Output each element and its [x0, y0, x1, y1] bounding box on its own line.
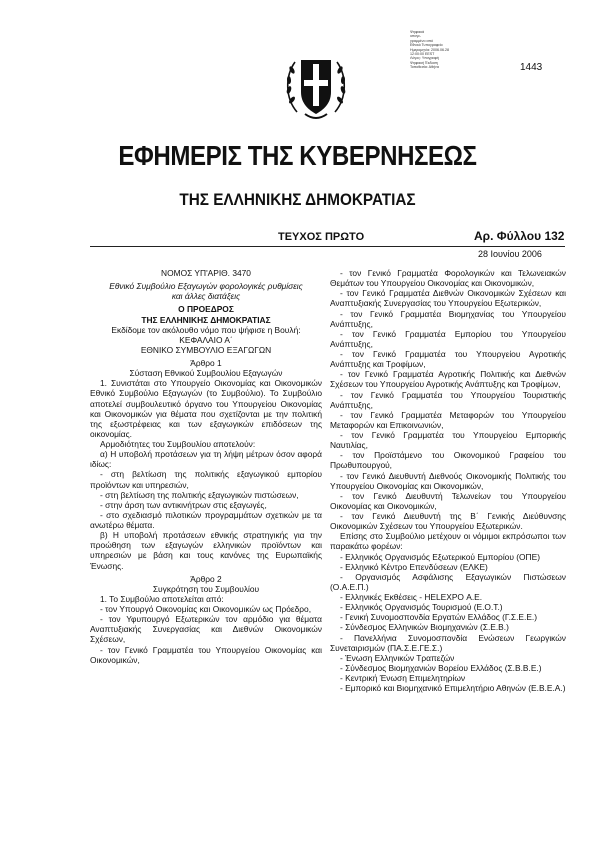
list-item: - τον Γενικό Γραμματέα Φορολογικών και Τελωνειακών Θεμάτων του Υπουργείου Οικονομίας και Οικονομικών, [330, 268, 566, 289]
list-item: - τον Γενικό Γραμματέα Μεταφορών του Υπουργείου Μεταφορών και Επικοινωνιών, [330, 409, 566, 430]
list-item: - στη βελτίωση της πολιτικής εξαγωγικού εμπορίου προϊόντων και υπηρεσιών, [90, 469, 322, 490]
list-item: - τον Γενικό Γραμματέα του Υπουργείου Οικονομίας και Οικονομικών, [90, 644, 322, 665]
stamp-line: Ψηφιακά [410, 30, 425, 34]
stamp-line: υπογε- [410, 34, 421, 39]
list-item: - Σύνδεσμος Ελληνικών Βιομηχανιών (Σ.Ε.Β.) [340, 622, 509, 633]
right-column [330, 268, 566, 693]
list-item: - τον Γενικό Γραμματέα Αγροτικής Πολιτικής και Διεθνών Σχέσεων του Υπουργείου Αγροτικής Ανάπτυξης και Τροφίμων, [330, 369, 566, 390]
list-item: - τον Γενικό Γραμματέα του Υπουργείου Αγροτικής Ανάπτυξης και Τροφίμων, [330, 349, 566, 370]
paragraph: 1. Συνιστάται στο Υπουργείο Οικονομίας και Οικονομικών Εθνικό Συμβούλιο Εξαγωγών (το Συμβούλιο). Το Συμβούλιο αποτελεί συμβουλευτικό όργανο του Υπουργείου Οικονομίας και Οικονομικών για θέματα που σχετίζονται με την πολιτική της εξωστρέφειας και των εξαγωγικών επιδόσεων της οικονομίας. [90, 378, 322, 439]
chapter-title: ΕΘΝΙΚΟ ΣΥΜΒΟΥΛΙΟ ΕΞΑΓΩΓΩΝ [140, 344, 272, 355]
list-item: - τον Προϊστάμενο του Οικονομικού Γραφείου του Πρωθυπουργού, [330, 450, 566, 471]
list-item: - Γενική Συνομοσπονδία Εργατών Ελλάδος (Γ.Σ.Ε.Ε.) [340, 612, 538, 623]
list-item: - Ένωση Ελληνικών Τραπεζών [340, 652, 455, 663]
list-item: - στην άρση των αντικινήτρων στις εξαγωγές, [100, 499, 267, 510]
president-heading: ΤΗΣ ΕΛΛΗΝΙΚΗΣ ΔΗΜΟΚΡΑΤΙΑΣ [141, 314, 271, 325]
list-item: - τον Γενικό Γραμματέα του Υπουργείου Τουριστικής Ανάπτυξης, [330, 389, 566, 410]
stamp-line: Τοποθεσία: Αθήνα [410, 65, 439, 70]
promulgation-text: Εκδίδομε τον ακόλουθο νόμο που ψήφισε η Βουλή: [111, 324, 301, 335]
list-item: - τον Γενικό Διευθυντή Τελωνείων του Υπουργείου Οικονομίας και Οικονομικών, [330, 490, 566, 511]
issue-label: ΤΕΥΧΟΣ ΠΡΩΤΟ [278, 231, 365, 243]
list-item: - τον Γενικό Γραμματέα Εμπορίου του Υπουργείου Ανάπτυξης, [330, 328, 566, 349]
list-item: - τον Γενικό Γραμματέα Διεθνών Οικονομικών Σχέσεων και Αναπτυξιακής Συνεργασίας του Υπουργείου Εξωτερικών, [330, 288, 566, 309]
chapter-heading: ΚΕΦΑΛΑΙΟ Α΄ [179, 334, 233, 345]
paragraph: Αρμοδιότητες του Συμβουλίου αποτελούν: [100, 439, 256, 449]
list-item: - Σύνδεσμος Βιομηχανιών Βορείου Ελλάδος (Σ.Β.Β.Ε.) [340, 662, 542, 673]
sheet-number: Αρ. Φύλλου 132 [474, 229, 565, 243]
list-item: - τον Γενικό Γραμματέα του Υπουργείου Εμπορικής Ναυτιλίας, [330, 430, 566, 451]
list-item: - Πανελλήνια Συνομοσπονδία Ενώσεων Γεωργικών Συνεταιρισμών (ΠΑ.Σ.Ε.ΓΕ.Σ.) [330, 632, 566, 653]
list-item: - τον Γενικό Διευθυντή της Β΄ Γενικής Διεύθυνσης Οικονομικών Σχέσεων του Υπουργείου Εξωτερικών. [330, 511, 566, 532]
header-divider [90, 246, 565, 247]
paragraph: Επίσης στο Συμβούλιο μετέχουν οι νόμιμοι εκπρόσωποι των παρακάτω φορέων: [330, 531, 566, 552]
stamp-line: Λόγος: Υπογραφή [410, 56, 439, 61]
gazette-subtitle: ΤΗΣ ΕΛΛΗΝΙΚΗΣ ΔΗΜΟΚΡΑΤΙΑΣ [179, 190, 416, 209]
law-title: Εθνικό Συμβούλιο Εξαγωγών φορολογικές ρυθμίσεις [109, 281, 303, 292]
article-heading: Άρθρο 1 [190, 358, 222, 368]
article-title: Συγκρότηση του Συμβουλίου [152, 583, 260, 594]
page-number: 1443 [520, 62, 543, 73]
gazette-title: ΕΦΗΜΕΡΙΣ ΤΗΣ ΚΥΒΕΡΝΗΣΕΩΣ [118, 140, 477, 171]
list-item: - τον Γενικό Διευθυντή Διεθνούς Οικονομικής Πολιτικής του Υπουργείου Οικονομίας και Οικονομικών, [330, 470, 566, 491]
list-item: - τον Υπουργό Οικονομίας και Οικονομικών ως Πρόεδρο, [100, 604, 312, 614]
stamp-line: γραμμένο από [410, 38, 434, 43]
list-item: - Οργανισμός Ασφάλισης Εξαγωγικών Πιστώσεων (Ο.Α.Ε.Π.) [330, 571, 566, 592]
paragraph: 1. Το Συμβούλιο αποτελείται από: [100, 593, 224, 604]
list-item: - Ελληνικές Εκθέσεις - HELEXPO Α.Ε. [340, 592, 483, 602]
list-item: - Ελληνικός Οργανισμός Τουρισμού (Ε.Ο.Τ.) [340, 602, 503, 613]
list-item: - Ελληνικός Οργανισμός Εξωτερικού Εμπορίου (ΟΠΕ) [340, 551, 540, 562]
list-item: - στη βελτίωση της πολιτικής εξαγωγικών πιστώσεων, [100, 489, 299, 500]
coat-of-arms-icon [283, 52, 349, 124]
list-item: - στο σχεδιασμό πιλοτικών προγραμμάτων σχετικών με τα ανωτέρω θέματα. [90, 509, 322, 530]
list-item: - Κεντρική Ένωση Επιμελητηρίων [340, 673, 466, 683]
president-heading: Ο ΠΡΟΕΔΡΟΣ [178, 304, 234, 315]
law-number: ΝΟΜΟΣ ΥΠ'ΑΡΙΘ. 3470 [161, 268, 251, 278]
list-item: - Ελληνικό Κέντρο Επενδύσεων (ΕΛΚΕ) [340, 561, 488, 572]
stamp-line: 12:00:00 EEST [410, 52, 435, 57]
list-item: - Εμπορικό και Βιομηχανικό Επιμελητήριο Αθηνών (Ε.Β.Ε.Α.) [340, 683, 566, 694]
paragraph: β) Η υποβολή προτάσεων εθνικής στρατηγικής για την προώθηση των εξαγωγών ελληνικών προϊόντων και υπηρεσιών με βάση και τους κανόνες της Ευρωπαϊκής Ένωσης. [90, 530, 322, 571]
stamp-line: Εθνικό Τυπογραφείο [410, 43, 443, 48]
stamp-line: Ψηφιακή Έκδοση [410, 60, 438, 65]
paragraph: α) Η υποβολή προτάσεων για τη λήψη μέτρων όσον αφορά ιδίως: [90, 449, 322, 470]
issue-date: 28 Ιουνίου 2006 [478, 249, 542, 259]
law-title: και άλλες διατάξεις [171, 291, 241, 302]
article-heading: Άρθρο 2 [190, 573, 222, 584]
stamp-line: Ημερομηνία: 2006.06.28 [410, 47, 450, 52]
article-title: Σύσταση Εθνικού Συμβουλίου Εξαγωγών [129, 368, 283, 379]
list-item: - τον Υφυπουργό Εξωτερικών τον αρμόδιο για θέματα Αναπτυξιακής Συνεργασίας και Διεθνών Οικονομικών Σχέσεων, [90, 614, 322, 645]
list-item: - τον Γενικό Γραμματέα Βιομηχανίας του Υπουργείου Ανάπτυξης, [330, 308, 566, 329]
left-column [90, 268, 322, 665]
digital-signature-stamp [410, 30, 485, 70]
